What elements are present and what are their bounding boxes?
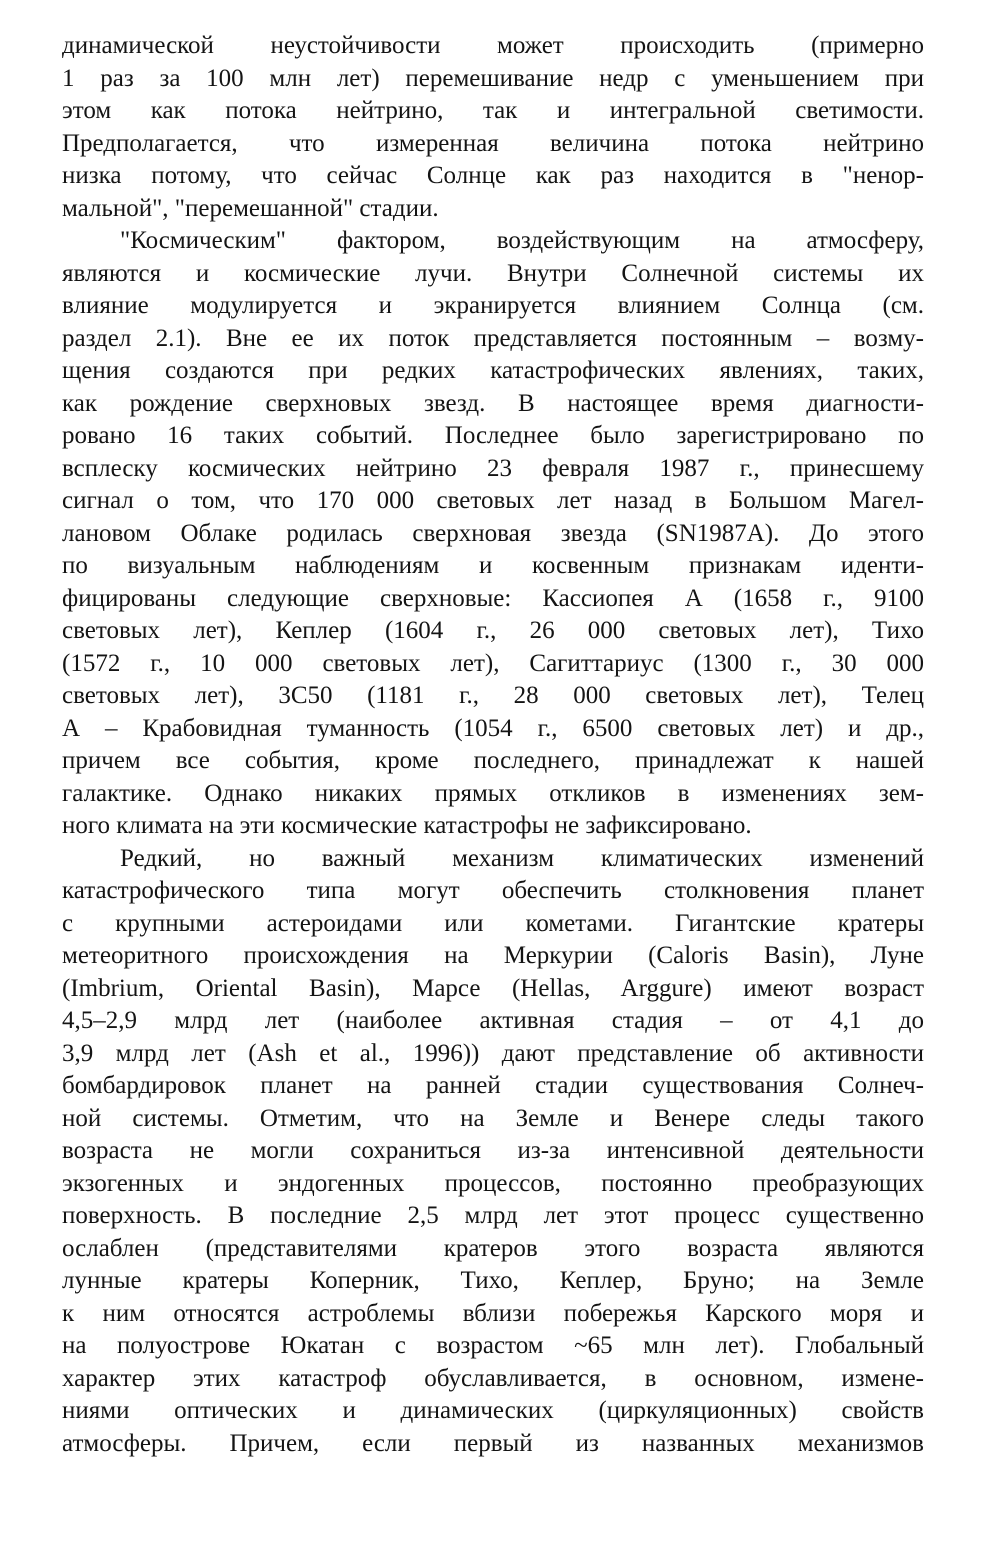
text-line: влияние модулируется и экранируется влиянием Солнца (см. (62, 292, 924, 319)
text-line: фицированы следующие сверхновые: Кассиопея А (1658 г., 9100 (62, 584, 924, 612)
text-line: (Imbrium, Oriental Basin), Марсе (Hellas, Arggure) имеют возраст (62, 974, 924, 1002)
text-line: бомбардировок планет на ранней стадии существования Солнеч- (62, 1072, 924, 1099)
text-line: лунные кратеры Коперник, Тихо, Кеплер, Бруно; на Земле (62, 1267, 924, 1294)
paragraph (62, 225, 924, 843)
text-line: как рождение сверхновых звезд. В настоящее время диагности- (62, 389, 924, 417)
text-line: на полуострове Юкатан с возрастом ~65 млн лет). Глобальный (62, 1332, 924, 1359)
text-line: возраста не могли сохраниться из-за интенсивной деятельности (62, 1137, 924, 1164)
text-line: 4,5–2,9 млрд лет (наиболее активная стадия – от 4,1 до (62, 1007, 924, 1034)
text-line: мальной", "перемешанной" стадии. (62, 194, 439, 222)
text-line: 1 раз за 100 млн лет) перемешивание недр с уменьшением при (62, 64, 924, 92)
text-line: характер этих катастроф обуславливается, в основном, измене- (62, 1364, 924, 1392)
text-line: метеоритного происхождения на Меркурии (Caloris Basin), Луне (62, 942, 924, 969)
text-line: раздел 2.1). Вне ее их поток представляется постоянным – возму- (62, 324, 924, 352)
text-line: лановом Облаке родилась сверхновая звезда (SN1987A). До этого (62, 519, 924, 547)
text-line: экзогенных и эндогенных процессов, постоянно преобразующих (62, 1169, 924, 1197)
text-line: галактике. Однако никаких прямых откликов в изменениях зем- (62, 779, 924, 807)
text-line: по визуальным наблюдениям и косвенным признакам иденти- (62, 552, 924, 579)
text-line: динамической неустойчивости может происходить (примерно (62, 32, 924, 59)
text-line: ной системы. Отметим, что на Земле и Венере следы такого (62, 1104, 924, 1132)
text-line: световых лет), Кеплер (1604 г., 26 000 световых лет), Тихо (62, 617, 924, 644)
text-line: сигнал о том, что 170 000 световых лет назад в Большом Магел- (62, 487, 924, 514)
paragraph (62, 843, 924, 1461)
page-text (62, 30, 924, 1460)
text-line: поверхность. В последние 2,5 млрд лет этот процесс существенно (62, 1202, 924, 1229)
text-line: к ним относятся астроблемы вблизи побережья Карского моря и (62, 1299, 924, 1327)
text-line: этом как потока нейтрино, так и интегральной светимости. (62, 97, 924, 124)
text-line: (1572 г., 10 000 световых лет), Сагиттариус (1300 г., 30 000 (62, 649, 924, 677)
text-line: атмосферы. Причем, если первый из названных механизмов (62, 1429, 924, 1457)
text-line: Предполагается, что измеренная величина потока нейтрино (62, 129, 924, 157)
text-line: "Космическим" фактором, воздействующим на атмосферу, (120, 227, 924, 254)
text-line: А – Крабовидная туманность (1054 г., 6500 световых лет) и др., (62, 714, 924, 742)
text-line: 3,9 млрд лет (Ash et al., 1996)) дают представление об активности (62, 1039, 924, 1067)
text-line: ослаблен (представителями кратеров этого возраста являются (62, 1234, 924, 1262)
text-line: световых лет), 3С50 (1181 г., 28 000 световых лет), Телец (62, 682, 924, 709)
text-line: ного климата на эти космические катастрофы не зафиксировано. (62, 812, 752, 839)
text-line: щения создаются при редких катастрофических явлениях, таких, (62, 357, 924, 384)
text-line: низка потому, что сейчас Солнце как раз находится в "ненор- (62, 162, 924, 189)
paragraph (62, 30, 924, 225)
text-line: ровано 16 таких событий. Последнее было зарегистрировано по (62, 422, 924, 449)
text-line: являются и космические лучи. Внутри Солнечной системы их (62, 259, 924, 287)
text-line: с крупными астероидами или кометами. Гигантские кратеры (62, 909, 924, 937)
text-line: всплеску космических нейтрино 23 февраля 1987 г., принесшему (62, 454, 924, 482)
text-line: катастрофического типа могут обеспечить столкновения планет (62, 877, 924, 904)
text-line: Редкий, но важный механизм климатических изменений (120, 844, 924, 872)
text-line: причем все события, кроме последнего, принадлежат к нашей (62, 747, 924, 774)
text-line: ниями оптических и динамических (циркуляционных) свойств (62, 1397, 924, 1424)
